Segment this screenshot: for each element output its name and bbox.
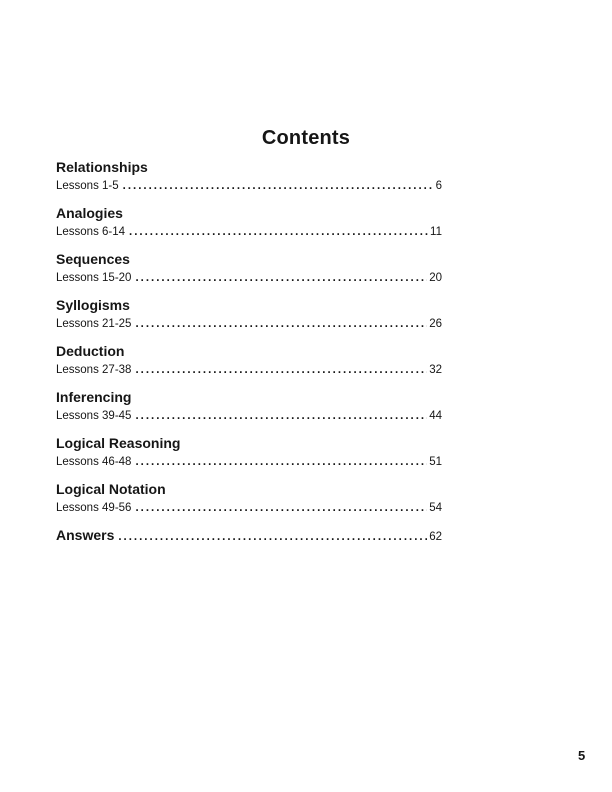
dot-leader [135, 455, 427, 470]
toc-entry [56, 501, 442, 516]
lessons-label: Lessons 15-20 [56, 272, 132, 284]
section-title: Deduction [56, 343, 125, 359]
lessons-label: Lessons 49-56 [56, 502, 132, 514]
dot-leader [129, 225, 428, 240]
section-title: Inferencing [56, 389, 132, 405]
dot-leader [135, 501, 427, 516]
page-ref: 20 [429, 272, 442, 284]
page-ref: 26 [429, 318, 442, 330]
toc-section-sequences [56, 251, 442, 297]
toc-section-logical-notation [56, 481, 442, 527]
toc-section-logical-reasoning [56, 435, 442, 481]
lessons-label: Lessons 1-5 [56, 180, 119, 192]
section-title: Relationships [56, 159, 148, 175]
toc-entry [56, 179, 442, 194]
table-of-contents [56, 159, 442, 544]
toc-section-analogies [56, 205, 442, 251]
toc-entry-answers [56, 527, 442, 544]
toc-section-deduction [56, 343, 442, 389]
toc-entry [56, 225, 442, 240]
dot-leader [135, 317, 427, 332]
section-title: Analogies [56, 205, 123, 221]
toc-section-relationships [56, 159, 442, 205]
toc-entry [56, 317, 442, 332]
page-ref: 62 [429, 531, 442, 543]
section-title: Syllogisms [56, 297, 130, 313]
page-ref: 6 [435, 180, 442, 192]
lessons-label: Lessons 46-48 [56, 456, 132, 468]
page-ref: 32 [429, 364, 442, 376]
page-title: Contents [261, 127, 351, 149]
page-ref: 44 [429, 410, 442, 422]
lessons-label: Lessons 21-25 [56, 318, 132, 330]
answers-label: Answers [56, 527, 115, 543]
toc-entry [56, 409, 442, 424]
section-title: Logical Notation [56, 481, 166, 497]
lessons-label: Lessons 6-14 [56, 226, 126, 238]
toc-section-inferencing [56, 389, 442, 435]
section-title: Sequences [56, 251, 130, 267]
dot-leader [135, 271, 427, 286]
toc-section-syllogisms [56, 297, 442, 343]
page-ref: 54 [429, 502, 442, 514]
section-title: Logical Reasoning [56, 435, 181, 451]
toc-entry [56, 271, 442, 286]
dot-leader [135, 363, 427, 378]
page-ref: 51 [429, 456, 442, 468]
lessons-label: Lessons 39-45 [56, 410, 132, 422]
dot-leader [118, 531, 427, 543]
lessons-label: Lessons 27-38 [56, 364, 132, 376]
page-number: 5 [578, 748, 586, 763]
dot-leader [135, 409, 427, 424]
toc-entry [56, 363, 442, 378]
toc-entry [56, 455, 442, 470]
dot-leader [123, 179, 434, 194]
page-ref: 11 [430, 226, 442, 238]
